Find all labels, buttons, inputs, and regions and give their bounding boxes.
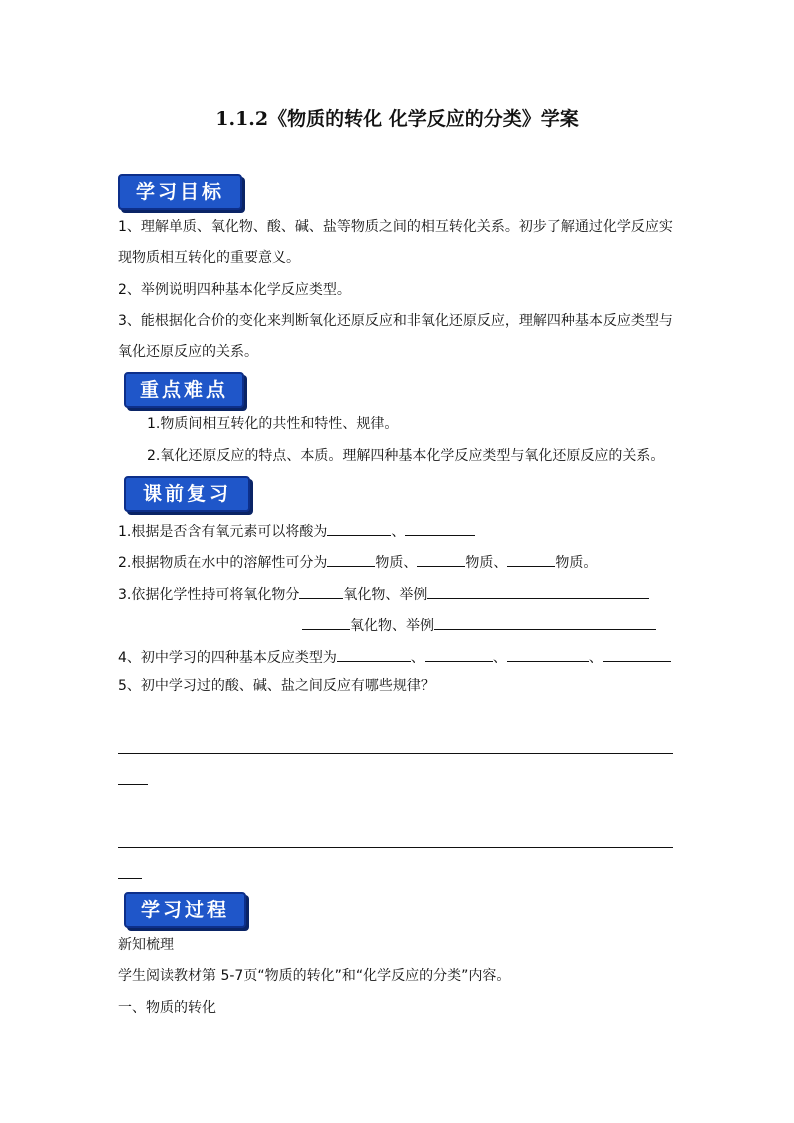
q2-blank-2[interactable] — [417, 550, 465, 567]
q3-text: 3.依据化学性持可将氧化物分 — [118, 587, 300, 603]
q4-text: 4、初中学习的四种基本反应类型为 — [118, 650, 337, 666]
process-heading: 新知梳理 — [118, 937, 174, 953]
goal-3-line-2: 氧化还原反应的关系。 — [118, 344, 258, 360]
review-question-2 — [118, 550, 597, 573]
q2-sep-1: 、 — [403, 555, 418, 571]
goal-1-line-2: 现物质相互转化的重要意义。 — [118, 250, 300, 266]
q2-word-2: 物质 — [465, 555, 494, 571]
q3-blank-1[interactable] — [299, 582, 343, 599]
key-point-2: 2.氧化还原反应的特点、本质。理解四种基本化学反应类型与氧化还原反应的关系。 — [147, 448, 665, 464]
q3-blank-3[interactable] — [302, 613, 350, 630]
goal-2: 2、举例说明四种基本化学反应类型。 — [118, 282, 351, 298]
q3-mid-2: 氧化物、举例 — [350, 618, 434, 634]
q3-blank-2[interactable] — [427, 582, 649, 599]
answer-line-2-tail[interactable] — [118, 878, 142, 879]
q1-sep: 、 — [391, 524, 406, 540]
goal-1-line-1: 1、理解单质、氧化物、酸、碱、盐等物质之间的相互转化关系。初步了解通过化学反应实 — [118, 219, 673, 235]
q4-sep-2: 、 — [492, 650, 507, 666]
q2-sep-2: 、 — [493, 555, 508, 571]
q4-blank-2[interactable] — [425, 645, 493, 662]
q2-end: 物质。 — [555, 555, 598, 571]
review-question-1 — [118, 519, 475, 542]
review-question-4 — [118, 645, 671, 668]
q4-sep-1: 、 — [410, 650, 425, 666]
q4-blank-1[interactable] — [337, 645, 411, 662]
answer-line-2[interactable] — [118, 847, 673, 848]
answer-line-1-tail[interactable] — [118, 784, 148, 785]
q2-text: 2.根据物质在水中的溶解性可分为 — [118, 555, 328, 571]
q4-sep-3: 、 — [588, 650, 603, 666]
section-badge-process: 学习过程 — [124, 892, 246, 928]
q1-blank-1[interactable] — [327, 519, 391, 536]
q2-word-1: 物质 — [375, 555, 404, 571]
goal-3-line-1: 3、能根据化合价的变化来判断氧化还原反应和非氧化还原反应，理解四种基本反应类型与 — [118, 313, 673, 329]
review-question-3-line-1 — [118, 582, 649, 605]
section-badge-goals: 学习目标 — [118, 174, 242, 210]
review-question-3-line-2 — [302, 613, 656, 636]
review-question-5: 5、初中学习过的酸、碱、盐之间反应有哪些规律？ — [118, 678, 435, 694]
q4-blank-4[interactable] — [603, 645, 671, 662]
q3-mid-1: 氧化物、举例 — [343, 587, 428, 603]
q4-blank-3[interactable] — [507, 645, 589, 662]
q1-text: 1.根据是否含有氧元素可以将酸为 — [118, 524, 328, 540]
answer-line-1[interactable] — [118, 753, 673, 754]
process-subheading: 一、物质的转化 — [118, 1000, 216, 1016]
key-point-1: 1.物质间相互转化的共性和特性、规律。 — [147, 416, 399, 432]
process-reading-instruction: 学生阅读教材第 5-7页“物质的转化”和“化学反应的分类”内容。 — [118, 968, 511, 984]
q2-blank-3[interactable] — [507, 550, 555, 567]
section-badge-review: 课前复习 — [124, 476, 250, 512]
page-title: 1.1.2《物质的转化 化学反应的分类》学案 — [215, 108, 579, 130]
section-badge-key-points: 重点难点 — [124, 372, 244, 408]
q1-blank-2[interactable] — [405, 519, 475, 536]
q2-blank-1[interactable] — [327, 550, 375, 567]
q3-blank-4[interactable] — [434, 613, 656, 630]
